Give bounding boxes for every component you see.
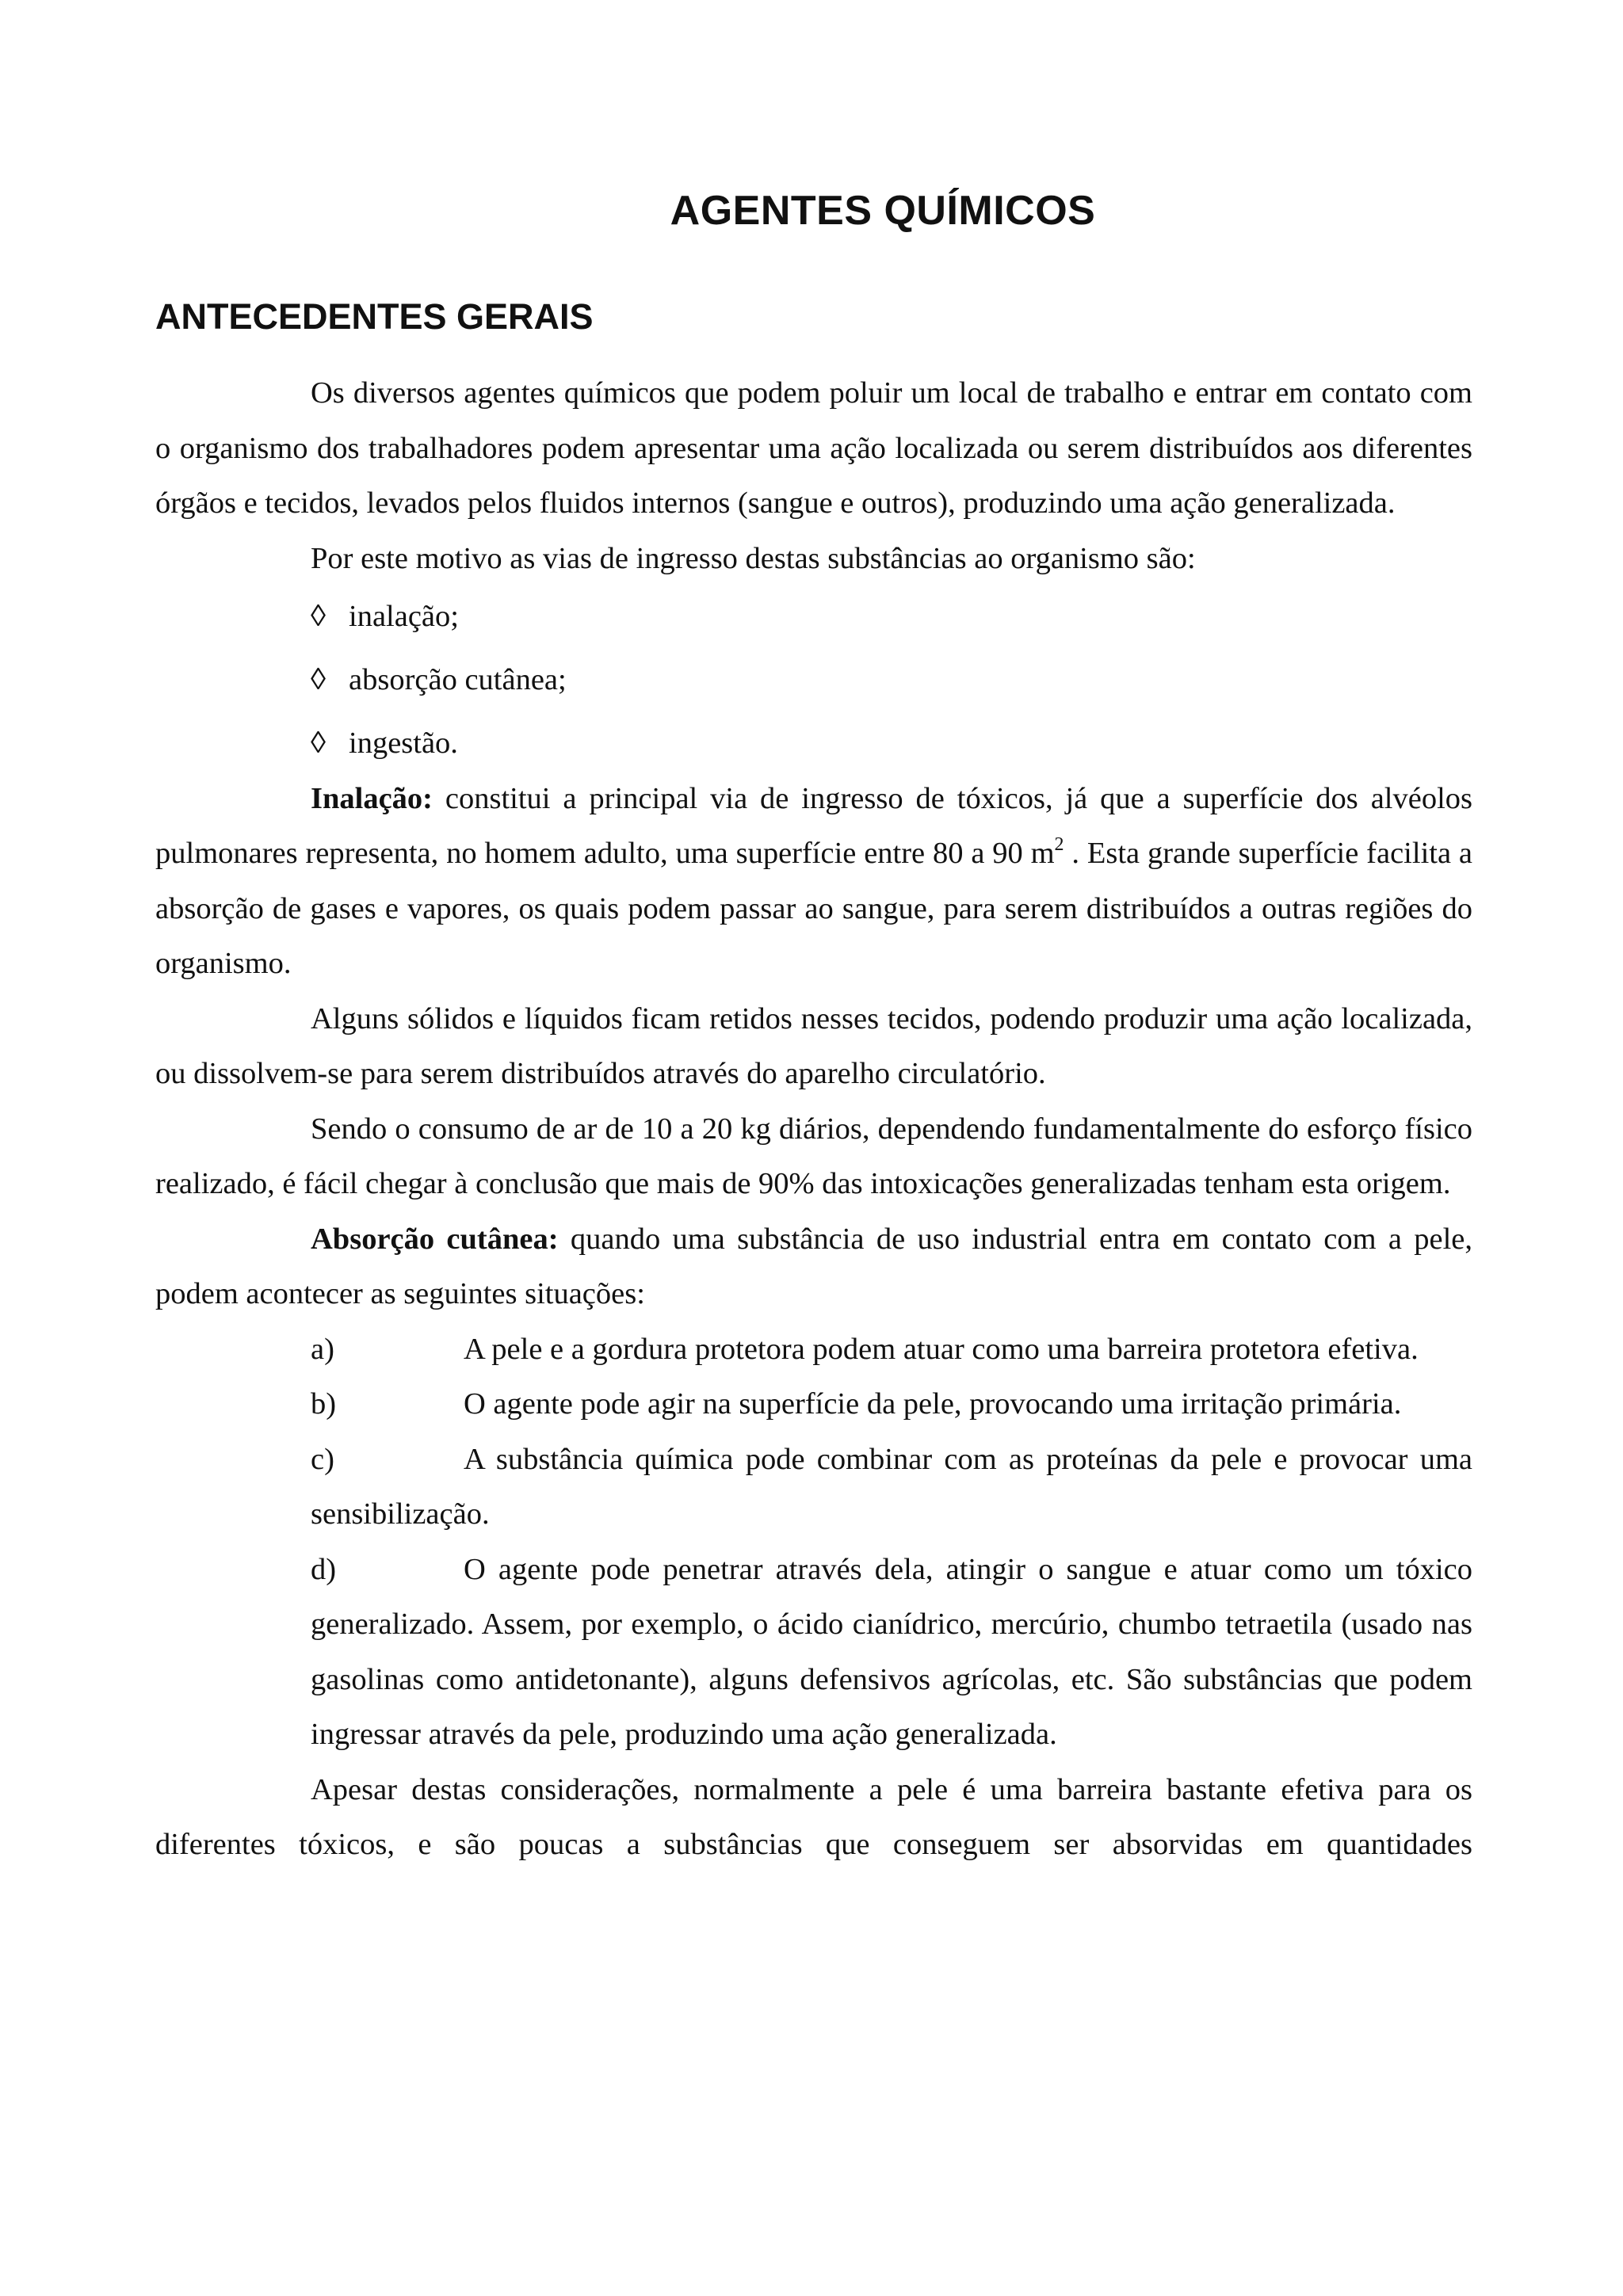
item-letter: a) — [311, 1332, 334, 1366]
list-item — [311, 1322, 1472, 1378]
bullet-text: absorção cutânea; — [349, 663, 567, 696]
list-item — [311, 589, 1472, 645]
list-item — [311, 1543, 1472, 1763]
document-body — [155, 366, 1472, 1873]
paragraph-final: Apesar destas considerações, normalmente a pele é uma barreira bastante efetiva para os diferentes tóxicos, e são poucas a substâncias que conseguem ser absorvidas em quantidades — [155, 1772, 1472, 1861]
routes-list — [155, 589, 1472, 772]
absorption-text: quando uma substância de uso industrial entra em contato com a pele, podem acontecer as seguintes situações: — [155, 1222, 1472, 1310]
inhalation-label: Inalação: — [311, 781, 433, 815]
list-item — [311, 1377, 1472, 1432]
bullet-text: inalação; — [349, 600, 459, 633]
diamond-bullet-icon: ◊ — [311, 600, 327, 633]
paragraph-solids: Alguns sólidos e líquidos ficam retidos nesses tecidos, podendo produzir uma ação localizada, ou dissolvem-se para serem distribuídos através do aparelho circulatório. — [155, 1001, 1472, 1090]
absorption-label: Absorção cutânea: — [311, 1222, 559, 1256]
bullet-text: ingestão. — [349, 727, 458, 760]
paragraph-intro: Os diversos agentes químicos que podem poluir um local de trabalho e entrar em contato com o organismo dos trabalhadores podem apresentar uma ação localizada ou serem distribuídos aos diferentes órgãos e tecidos, levados pelos fluidos internos (sangue e outros), produzindo uma ação generalizada. — [155, 376, 1472, 520]
item-text: A substância química pode combinar com as proteínas da pele e provocar uma sensibilização. — [311, 1442, 1472, 1531]
item-letter: c) — [311, 1442, 334, 1476]
inhalation-text-continued: . Esta grande superfície facilita a absorção de gases e vapores, os quais podem passar ao sangue, para serem distribuídos a outras regiões do organismo. — [155, 837, 1472, 980]
situations-list — [155, 1322, 1472, 1763]
inhalation-text: constitui a principal via de ingresso de tóxicos, já que a superfície dos alvéolos pulmonares representa, no homem adulto, uma superfície entre 80 a 90 m — [155, 781, 1472, 870]
paragraph-absorption — [155, 1212, 1472, 1322]
item-text: O agente pode agir na superfície da pele, provocando uma irritação primária. — [464, 1387, 1402, 1421]
item-letter: b) — [311, 1387, 337, 1421]
document-title: AGENTES QUÍMICOS — [670, 188, 1096, 234]
section-heading: ANTECEDENTES GERAIS — [155, 296, 594, 337]
item-letter: d) — [311, 1552, 337, 1586]
list-item — [311, 716, 1472, 772]
diamond-bullet-icon: ◊ — [311, 663, 327, 696]
superscript: 2 — [1054, 834, 1064, 855]
list-item — [311, 1432, 1472, 1543]
paragraph-consumption: Sendo o consumo de ar de 10 a 20 kg diários, dependendo fundamentalmente do esforço físico realizado, é fácil chegar à conclusão que mais de 90% das intoxicações generalizadas tenham esta origem. — [155, 1112, 1472, 1200]
diamond-bullet-icon: ◊ — [311, 727, 327, 760]
item-text: O agente pode penetrar através dela, atingir o sangue e atuar como um tóxico generalizado. Assem, por exemplo, o ácido cianídrico, mercúrio, chumbo tetraetila (usado nas gasolinas como antidetonante), alguns defensivos agrícolas, etc. São substâncias que podem ingressar através da pele, produzindo uma ação generalizada. — [311, 1552, 1472, 1751]
list-item — [311, 653, 1472, 708]
item-text: A pele e a gordura protetora podem atuar como uma barreira protetora efetiva. — [464, 1332, 1419, 1366]
paragraph-routes-intro: Por este motivo as vias de ingresso destas substâncias ao organismo são: — [311, 541, 1196, 575]
paragraph-inhalation — [155, 772, 1472, 992]
